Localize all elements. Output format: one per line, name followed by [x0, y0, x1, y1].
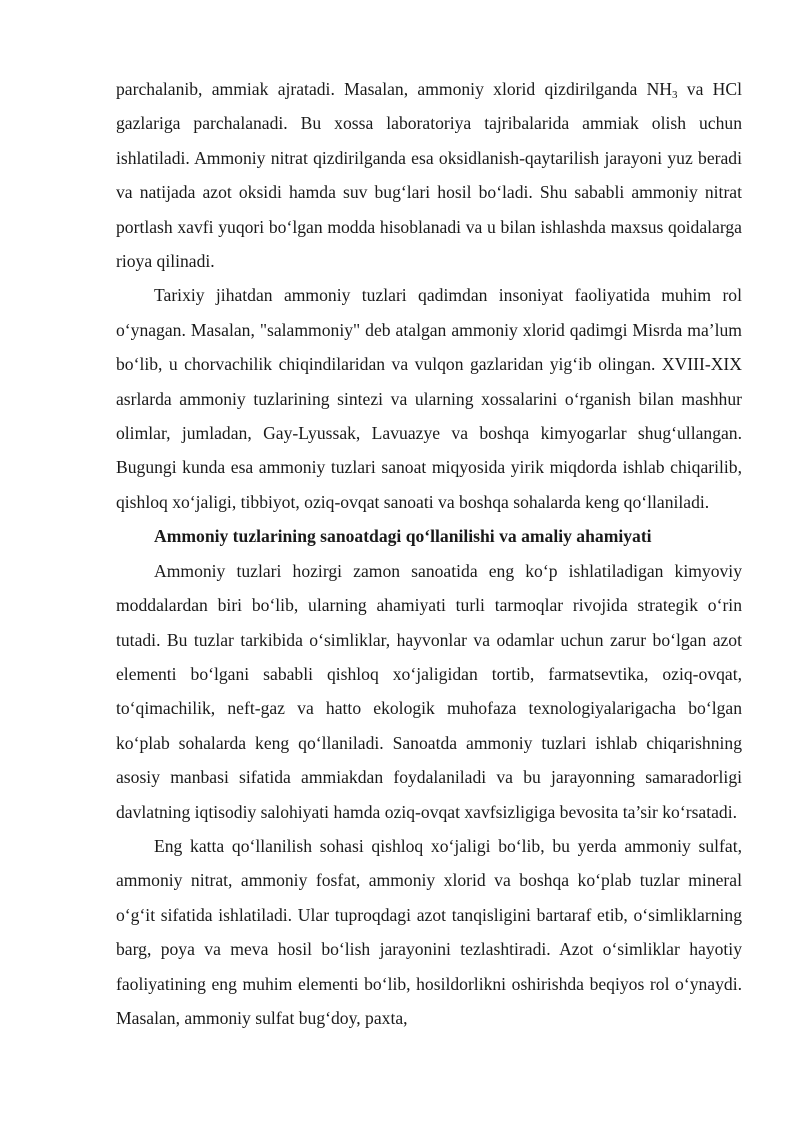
document-page [116, 72, 742, 1035]
paragraph-industrial-use: Ammoniy tuzlari hozirgi zamon sanoatida eng ko‘p ishlatiladigan kimyoviy moddalardan biri bo‘lib, ularning ahamiyati turli tarmoqlar rivojida strategik o‘rin tutadi. Bu tuzlar tarkibida o‘simliklar, hayvonlar va odamlar uchun zarur bo‘lgan azot elementi bo‘lgani sababli qishloq xo‘jaligidan tortib, farmatsevtika, oziq-ovqat, to‘qimachilik, neft-gaz va hatto ekologik muhofaza texnologiyalarigacha bo‘lgan ko‘plab sohalarda keng qo‘llaniladi. Sanoatda ammoniy tuzlari ishlab chiqarishning asosiy manbasi sifatida ammiakdan foydalaniladi va bu jarayonning samaradorligi davlatning iqtisodiy salohiyati hamda oziq-ovqat xavfsizligiga bevosita ta’sir ko‘rsatadi. [116, 560, 742, 822]
formula-subscript: 3 [671, 89, 678, 101]
paragraph-agriculture: Eng katta qo‘llanilish sohasi qishloq xo‘jaligi bo‘lib, bu yerda ammoniy sulfat, ammoniy nitrat, ammoniy fosfat, ammoniy xlorid va boshqa ko‘plab tuzlar mineral o‘g‘it sifatida ishlatiladi. Ular tuproqdagi azot tanqisligini bartaraf etib, o‘simliklarning barg, poya va meva hosil bo‘lish jarayonini tezlashtiradi. Azot o‘simliklar hayotiy faoliyatining eng muhim elementi bo‘lib, hosildorlikni oshirishda beqiyos rol o‘ynaydi. Masalan, ammoniy sulfat bug‘doy, paxta, [116, 835, 742, 1028]
paragraph-text-continued: va HCl gazlariga parchalanadi. Bu xossa laboratoriya tajribalarida ammiak olish uchun ishlatiladi. Ammoniy nitrat qizdirilganda esa oksidlanish-qaytarilish jarayoni yuz beradi va natijada azot oksidi hamda suv bug‘lari hosil bo‘ladi. Shu sababli ammoniy nitrat portlash xavfi yuqori bo‘lgan modda hisoblanadi va u bilan ishlashda maxsus qoidalarga rioya qilinadi. [116, 79, 742, 272]
paragraph-text: parchalanib, ammiak ajratadi. Masalan, ammoniy xlorid qizdirilganda NH [116, 79, 672, 99]
paragraph-history: Tarixiy jihatdan ammoniy tuzlari qadimdan insoniyat faoliyatida muhim rol o‘ynagan. Masalan, "salammoniy" deb atalgan ammoniy xlorid qadimgi Misrda ma’lum bo‘lib, u chorvachilik chiqindilaridan va vulqon gazlaridan yig‘ib olingan. XVIII-XIX asrlarda ammoniy tuzlarining sintezi va ularning xossalarini o‘rganish bilan mashhur olimlar, jumladan, Gay-Lyussak, Lavuazye va boshqa kimyogarlar shug‘ullangan. Bugungi kunda esa ammoniy tuzlari sanoat miqyosida yirik miqdorda ishlab chiqarilib, qishloq xo‘jaligi, tibbiyot, oziq-ovqat sanoati va boshqa sohalarda keng qo‘llaniladi. [116, 285, 742, 512]
section-heading: Ammoniy tuzlarining sanoatdagi qo‘llanilishi va amaliy ahamiyati [154, 526, 652, 547]
paragraph-ammonium-decomposition [116, 72, 742, 278]
